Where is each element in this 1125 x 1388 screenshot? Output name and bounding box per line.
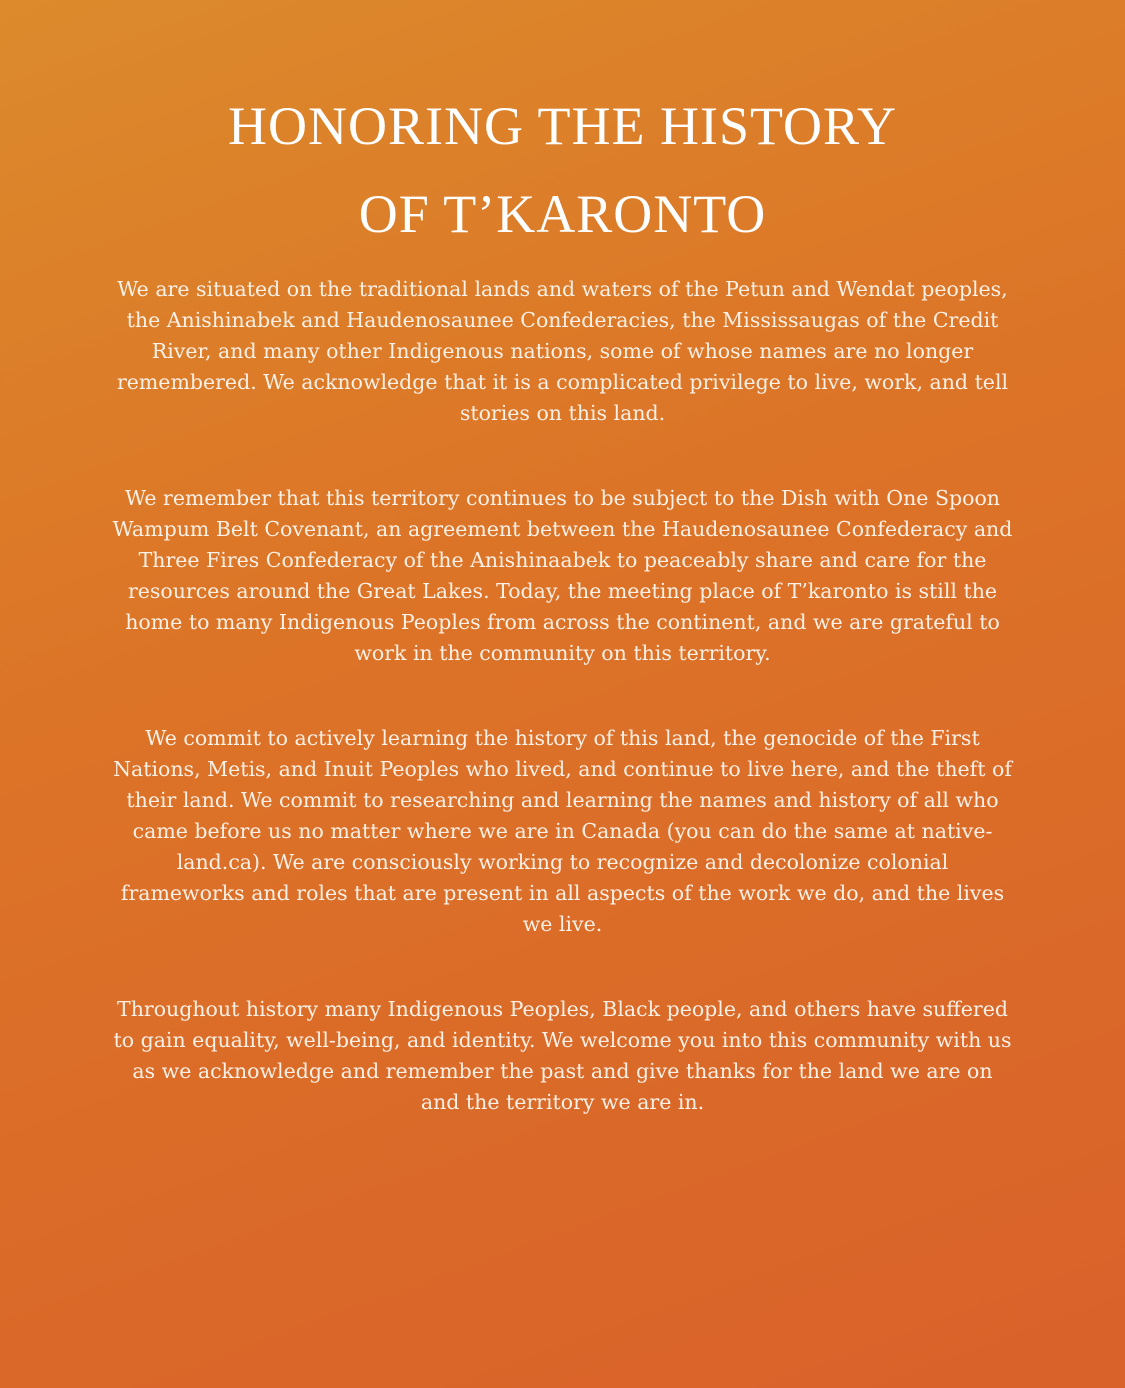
title-line-1: HONORING THE HISTORY — [227, 96, 898, 156]
paragraph-territory: We are situated on the traditional lands and waters of the Petun and Wendat peoples, the Anishinabek and Haudenosaunee Confederacies, the Mississaugas of the Credit River, and many other Indigenous nations, some of whose names are no longer remembered. We acknowledge that it is a complicated privilege to live, work, and tell stories on this land. — [116, 277, 1009, 425]
paragraph-wampum-covenant: We remember that this territory continues to be subject to the Dish with One Spoon Wampum Belt Covenant, an agreement between the Haudenosaunee Confederacy and Three Fires Confederacy of the Anishinaabek to peaceably share and care for the resources around the Great Lakes. Today, the meeting place of T’karonto is still the home to many Indigenous Peoples from across the continent, and we are grateful to work in the community on this territory. — [112, 486, 1013, 665]
title-line-2: OF T’KARONTO — [358, 184, 767, 244]
page-title — [0, 96, 1125, 244]
paragraph-commitment: We commit to actively learning the history of this land, the genocide of the First Nations, Metis, and Inuit Peoples who lived, and continue to live here, and the theft of their land. We commit to researching and learning the names and history of all who came before us no matter where we are in Canada (you can do the same at native-land.ca). We are consciously working to recognize and decolonize colonial frameworks and roles that are present in all aspects of the work we do, and the lives we live. — [113, 726, 1012, 936]
body-text — [0, 274, 1125, 1118]
paragraph-welcome: Throughout history many Indigenous Peoples, Black people, and others have suffered to gain equality, well-being, and identity. We welcome you into this community with us as we acknowledge and remember the past and give thanks for the land we are on and the territory we are in. — [113, 997, 1012, 1114]
